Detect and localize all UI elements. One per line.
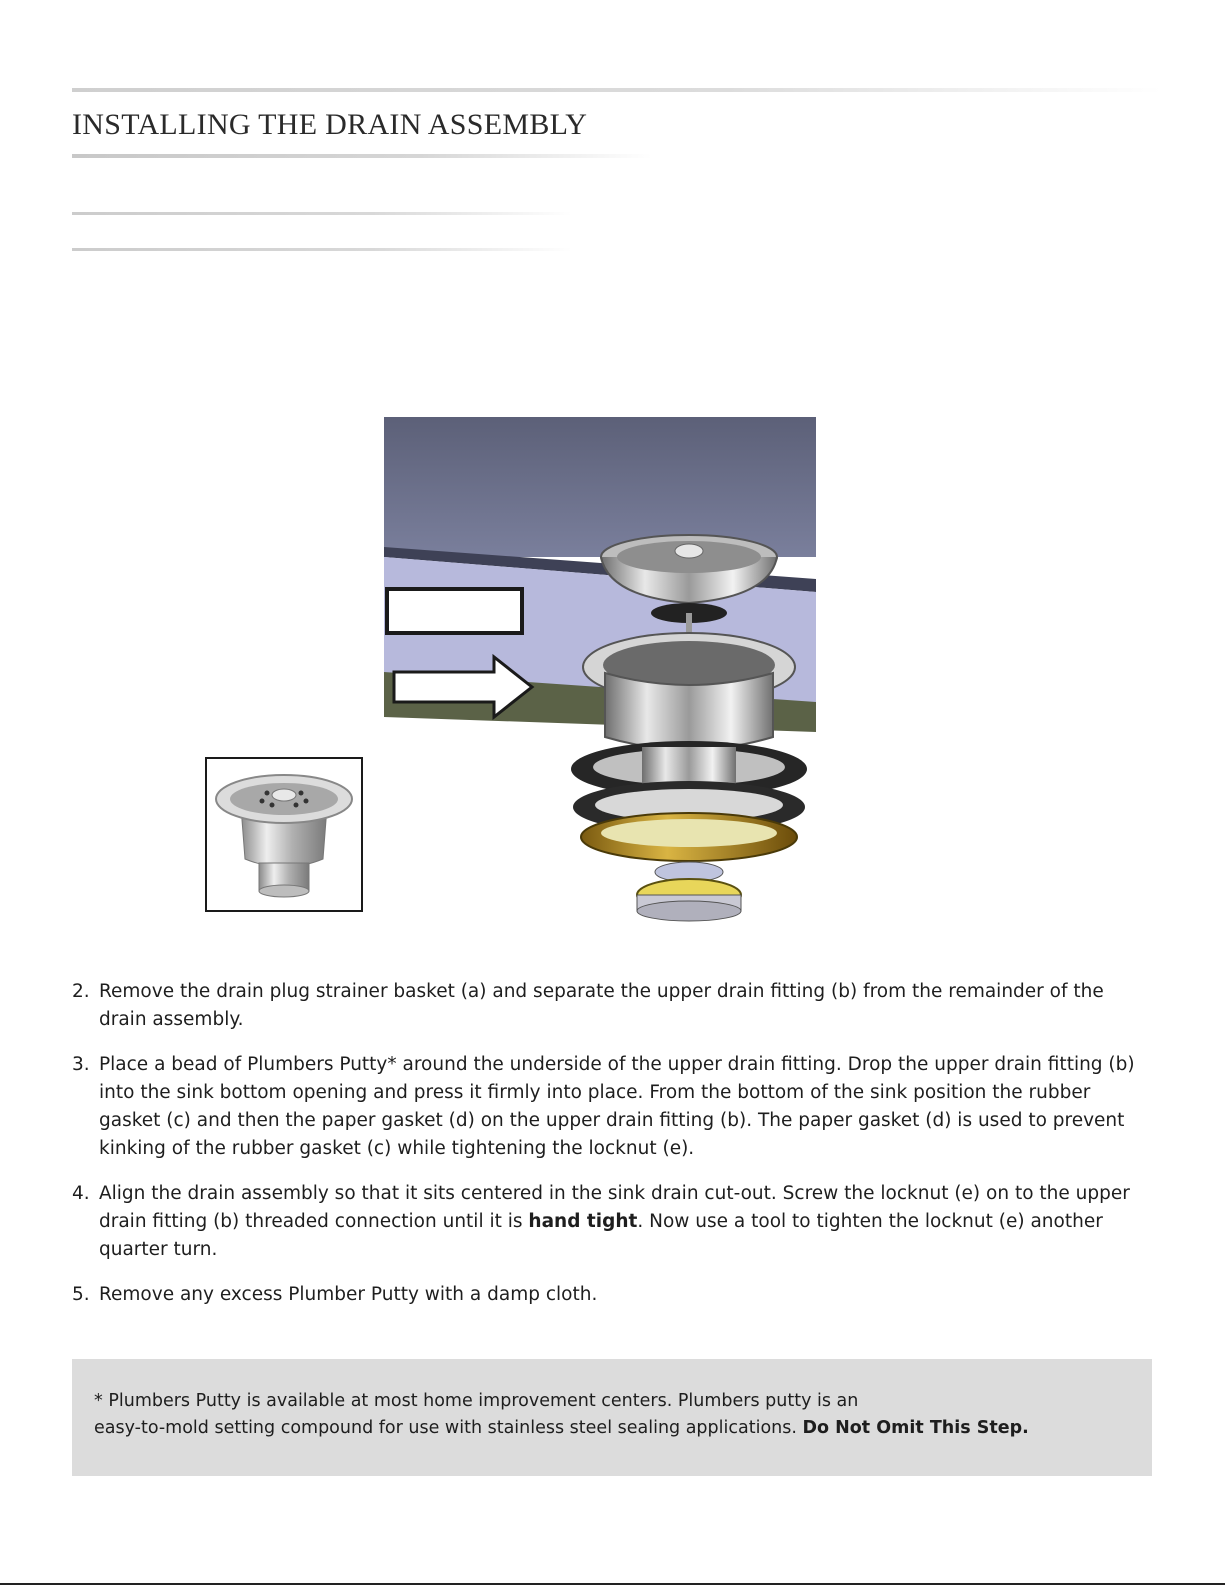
drain-assembly-exploded-view-icon: [384, 417, 816, 937]
divider-line: [72, 212, 572, 215]
step-text: Place a bead of Plumbers Putty* around the underside of the upper drain fitting. Drop the upper drain fitting (b) into the sink bottom opening and press it firmly into place. From the bottom of the sink position the rubber gasket (c) and then the paper gasket (d) on the upper drain fitting (b). The paper gasket (d) is used to prevent kinking of the rubber gasket (c) while tightening the locknut (e).: [99, 1054, 1135, 1159]
step-item: [72, 1180, 1142, 1264]
step-text: [99, 1183, 1130, 1260]
step-text-part: . Now use a tool to tighten the locknut (e) another quarter turn.: [99, 1211, 1103, 1260]
step-text-part: Align the drain assembly so that it sits centered in the sink drain cut-out. Screw the locknut (e) on to the upper drain fitting (b) threaded connection until it is: [99, 1183, 1130, 1232]
note-warning: Do Not Omit This Step.: [802, 1418, 1029, 1438]
step-number: 3.: [72, 1054, 90, 1075]
assembled-basket-strainer-icon: [207, 759, 361, 910]
step-text: Remove any excess Plumber Putty with a damp cloth.: [99, 1284, 598, 1305]
step-number: 4.: [72, 1183, 90, 1204]
step-number: 2.: [72, 981, 90, 1002]
drain-assembly-illustration: [384, 417, 816, 937]
step-number: 5.: [72, 1284, 90, 1305]
strainer-thumbnail: [205, 757, 363, 912]
instruction-steps: [72, 978, 1142, 1326]
putty-note: [72, 1359, 1152, 1476]
note-text: easy-to-mold setting compound for use with stainless steel sealing applications.: [94, 1418, 803, 1438]
page-title: INSTALLING THE DRAIN ASSEMBLY: [72, 108, 588, 141]
step-text: Remove the drain plug strainer basket (a) and separate the upper drain fitting (b) from the remainder of the drain assembly.: [99, 981, 1104, 1030]
step-item: [72, 1281, 1142, 1309]
divider-line: [72, 248, 572, 251]
note-line: [94, 1415, 1130, 1442]
step-emphasis: hand tight: [528, 1211, 638, 1232]
top-divider: [72, 88, 1162, 92]
title-underline: [72, 154, 652, 158]
step-item: [72, 1051, 1142, 1163]
note-line: * Plumbers Putty is available at most home improvement centers. Plumbers putty is an: [94, 1391, 859, 1411]
step-item: [72, 978, 1142, 1034]
